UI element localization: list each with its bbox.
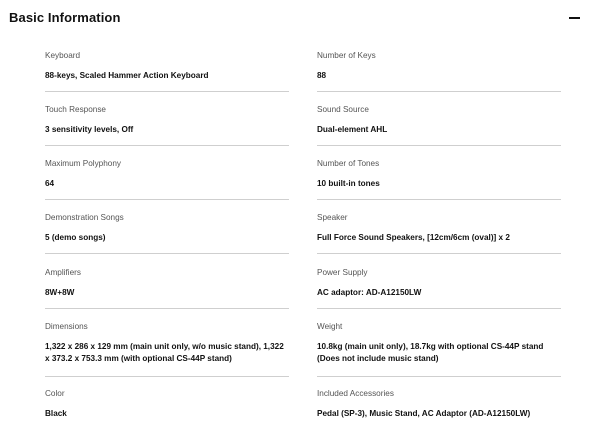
divider bbox=[45, 145, 289, 146]
spec-value: Black bbox=[45, 409, 67, 418]
spec-value: Dual-element AHL bbox=[317, 125, 388, 134]
divider bbox=[317, 253, 561, 254]
spec-label: Number of Keys bbox=[317, 51, 376, 60]
divider bbox=[45, 308, 289, 309]
spec-label: Sound Source bbox=[317, 105, 369, 114]
divider bbox=[45, 376, 289, 377]
spec-label: Weight bbox=[317, 322, 343, 331]
spec-label: Included Accessories bbox=[317, 389, 394, 398]
spec-value: 88 bbox=[317, 71, 327, 80]
spec-label: Dimensions bbox=[45, 322, 88, 331]
spec-label: Amplifiers bbox=[45, 268, 81, 277]
spec-value: 1,322 x 286 x 129 mm (main unit only, w/o music stand), 1,322 x 373.2 x 753.3 mm (with optional CS-44P stand) bbox=[45, 342, 284, 363]
spec-value: 3 sensitivity levels, Off bbox=[45, 125, 134, 134]
spec-value: 10.8kg (main unit only), 18.7kg with optional CS-44P stand (Does not include music stand) bbox=[317, 342, 544, 363]
divider bbox=[317, 308, 561, 309]
spec-value: AC adaptor: AD-A12150LW bbox=[317, 288, 422, 297]
spec-label: Speaker bbox=[317, 213, 348, 222]
section-header[interactable] bbox=[0, 0, 600, 36]
spec-label: Touch Response bbox=[45, 105, 106, 114]
section-title: Basic Information bbox=[9, 10, 121, 25]
collapse-button[interactable] bbox=[567, 10, 583, 26]
divider bbox=[317, 376, 561, 377]
spec-label: Demonstration Songs bbox=[45, 213, 124, 222]
spec-label: Keyboard bbox=[45, 51, 81, 60]
divider bbox=[317, 91, 561, 92]
divider bbox=[45, 253, 289, 254]
divider bbox=[45, 91, 289, 92]
divider bbox=[45, 199, 289, 200]
spec-value: 5 (demo songs) bbox=[45, 233, 106, 242]
divider bbox=[317, 145, 561, 146]
divider bbox=[317, 199, 561, 200]
spec-value: 64 bbox=[45, 179, 55, 188]
spec-value: Pedal (SP-3), Music Stand, AC Adaptor (AD-A12150LW) bbox=[317, 409, 531, 418]
spec-value: 88-keys, Scaled Hammer Action Keyboard bbox=[45, 71, 209, 80]
spec-label: Color bbox=[45, 389, 65, 398]
spec-label: Power Supply bbox=[317, 268, 368, 277]
spec-label: Maximum Polyphony bbox=[45, 159, 121, 168]
minus-icon bbox=[569, 17, 580, 19]
spec-value: Full Force Sound Speakers, [12cm/6cm (oval)] x 2 bbox=[317, 233, 510, 242]
spec-value: 8W+8W bbox=[45, 288, 75, 297]
spec-value: 10 built-in tones bbox=[317, 179, 380, 188]
spec-label: Number of Tones bbox=[317, 159, 380, 168]
